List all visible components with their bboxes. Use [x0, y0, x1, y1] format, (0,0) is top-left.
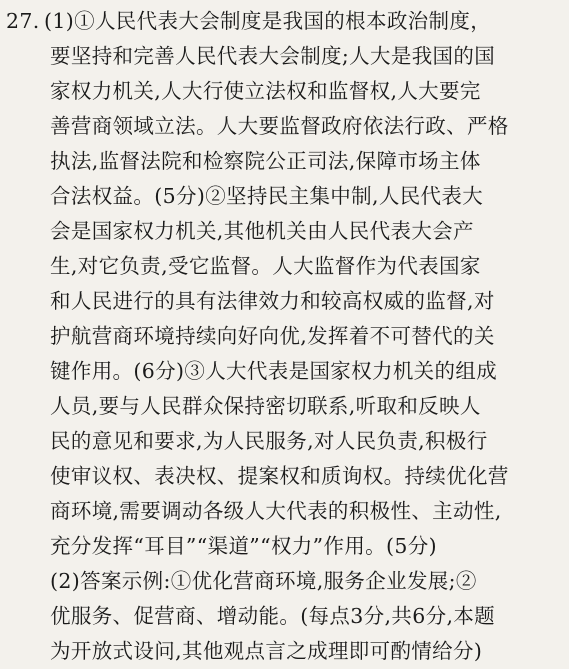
answer-text: 充分发挥“耳目”“渠道”“权力”作用。(5分)	[50, 534, 437, 558]
answer-line-17	[0, 564, 569, 598]
answer-text: 要坚持和完善人民代表大会制度;人大是我国的国	[50, 44, 496, 68]
answer-text: 合法权益。(5分)②坚持民主集中制,人民代表大	[50, 184, 484, 208]
answer-text: 人员,要与人民群众保持密切联系,听取和反映人	[50, 394, 481, 418]
answer-text: 家权力机关,人大行使立法权和监督权,人大要完	[50, 79, 481, 103]
answer-line-13	[0, 424, 569, 458]
answer-line-15	[0, 494, 569, 528]
answer-line-4	[0, 109, 569, 143]
answer-text: 民的意见和要求,为人民服务,对人民负责,积极行	[50, 429, 488, 453]
question-number: 27.	[6, 9, 40, 33]
answer-line-6	[0, 179, 569, 213]
answer-line-11	[0, 354, 569, 388]
answer-text: 善营商领域立法。人大要监督政府依法行政、严格	[50, 114, 509, 138]
answer-text: 商环境,需要调动各级人大代表的积极性、主动性,	[50, 499, 502, 523]
answer-line-2	[0, 39, 569, 73]
answer-line-19	[0, 634, 569, 668]
answer-line-10	[0, 319, 569, 353]
answer-text: 优服务、促营商、增动能。(每点3分,共6分,本题	[50, 604, 496, 628]
answer-line-9	[0, 284, 569, 318]
answer-line-7	[0, 214, 569, 248]
answer-line-1	[0, 4, 569, 38]
answer-text: 生,对它负责,受它监督。人大监督作为代表国家	[50, 254, 481, 278]
answer-line-3	[0, 74, 569, 108]
answer-text: (1)①人民代表大会制度是我国的根本政治制度，	[44, 9, 492, 33]
answer-text: 使审议权、表决权、提案权和质询权。持续优化营	[50, 464, 509, 488]
answer-line-5	[0, 144, 569, 178]
answer-line-14	[0, 459, 569, 493]
answer-line-8	[0, 249, 569, 283]
answer-text: 为开放式设问,其他观点言之成理即可酌情给分)	[50, 639, 483, 663]
answer-text: 执法,监督法院和检察院公正司法,保障市场主体	[50, 149, 481, 173]
answer-line-16	[0, 529, 569, 563]
answer-text: 护航营商环境持续向好向优,发挥着不可替代的关	[50, 324, 495, 348]
answer-text: 会是国家权力机关,其他机关由人民代表大会产	[50, 219, 474, 243]
answer-text: 和人民进行的具有法律效力和较高权威的监督,对	[50, 289, 495, 313]
answer-line-18	[0, 599, 569, 633]
answer-text: (2)答案示例:①优化营商环境,服务企业发展;②	[50, 569, 477, 593]
answer-line-12	[0, 389, 569, 423]
answer-text: 键作用。(6分)③人大代表是国家权力机关的组成	[50, 359, 498, 383]
